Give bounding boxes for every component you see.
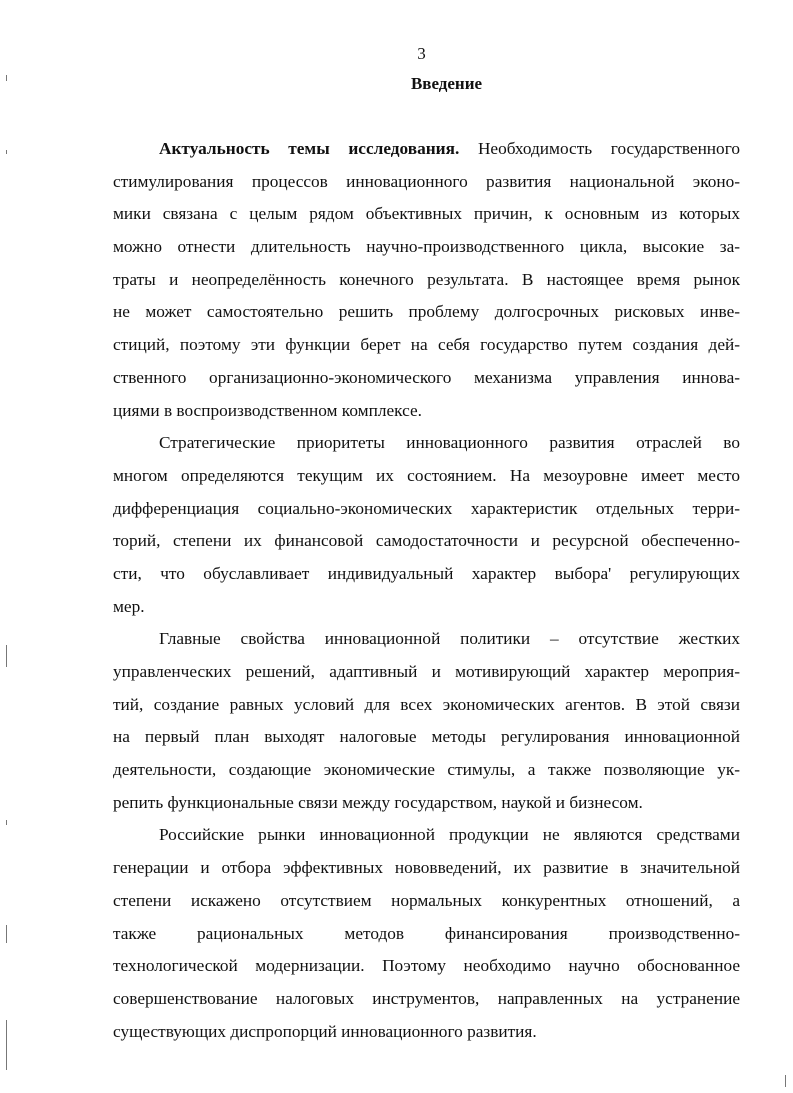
text-line: не может самостоятельно решить проблему долгосрочных рисковых инве-: [113, 302, 740, 322]
text-line: многом определяются текущим их состоянием. На мезоуровне имеет место: [113, 465, 740, 485]
text-line: степени искажено отсутствием нормальных конкурентных отношений, а: [113, 890, 740, 910]
text-line: технологической модернизации. Поэтому необходимо научно обоснованное: [113, 956, 740, 976]
text-line: мики связана с целым рядом объективных причин, к основным из которых: [113, 204, 740, 224]
text-line: Российские рынки инновационной продукции не являются средствами: [159, 825, 740, 845]
text-line: репить функциональные связи между государством, наукой и бизнесом.: [113, 792, 643, 812]
paragraph-markets: [113, 819, 740, 1048]
scan-artifact: [6, 925, 7, 943]
page-number: 3: [417, 44, 426, 63]
text-line: тий, создание равных условий для всех экономических агентов. В этой связи: [113, 694, 740, 714]
text-line: траты и неопределённость конечного результата. В настоящее время рынок: [113, 269, 740, 289]
text-line: Главные свойства инновационной политики – отсутствие жестких: [159, 629, 740, 649]
text-line: совершенствование налоговых инструментов, направленных на устранение: [113, 988, 740, 1008]
text-line: существующих диспропорций инновационного развития.: [113, 1021, 537, 1041]
bold-lead: Актуальность темы исследования.: [159, 139, 460, 158]
text-line: стиций, поэтому эти функции берет на себя государство путем создания дей-: [113, 335, 740, 355]
text-line: стимулирования процессов инновационного развития национальной эконо-: [113, 171, 740, 191]
text-span: Необходимость государственного: [459, 139, 740, 158]
scan-artifact: [6, 820, 7, 825]
paragraph-priorities: [113, 427, 740, 623]
text-line: торий, степени их финансовой самодостаточности и ресурсной обеспеченно-: [113, 531, 740, 551]
text-line: можно отнести длительность научно-производственного цикла, высокие за-: [113, 237, 740, 257]
scan-artifact: [6, 1020, 7, 1070]
text-line: ственного организационно-экономического механизма управления иннова-: [113, 367, 740, 387]
scan-artifact: [6, 645, 7, 667]
text-line: [113, 133, 740, 166]
text-line: деятельности, создающие экономические стимулы, а также позволяющие ук-: [113, 760, 740, 780]
paragraph-relevance: [113, 133, 740, 427]
scan-artifact: [785, 1075, 786, 1087]
scan-artifact: [6, 75, 7, 81]
text-line: генерации и отбора эффективных нововведений, их развитие в значительной: [113, 858, 740, 878]
scan-artifact: [6, 150, 7, 154]
text-line: на первый план выходят налоговые методы регулирования инновационной: [113, 727, 740, 747]
text-line: также рациональных методов финансирования производственно-: [113, 923, 740, 943]
text-line: Стратегические приоритеты инновационного развития отраслей во: [159, 433, 740, 453]
text-line: управленческих решений, адаптивный и мотивирующий характер мероприя-: [113, 662, 740, 681]
text-line: мер.: [113, 596, 145, 616]
section-title: Введение: [410, 74, 483, 93]
paragraph-policy: [113, 623, 740, 819]
text-line: сти, что обуславливает индивидуальный характер выбора' регулирующих: [113, 563, 740, 583]
text-line: циями в воспроизводственном комплексе.: [113, 400, 422, 420]
text-line: дифференциация социально-экономических характеристик отдельных терри-: [113, 498, 740, 518]
document-body: [113, 133, 740, 1048]
